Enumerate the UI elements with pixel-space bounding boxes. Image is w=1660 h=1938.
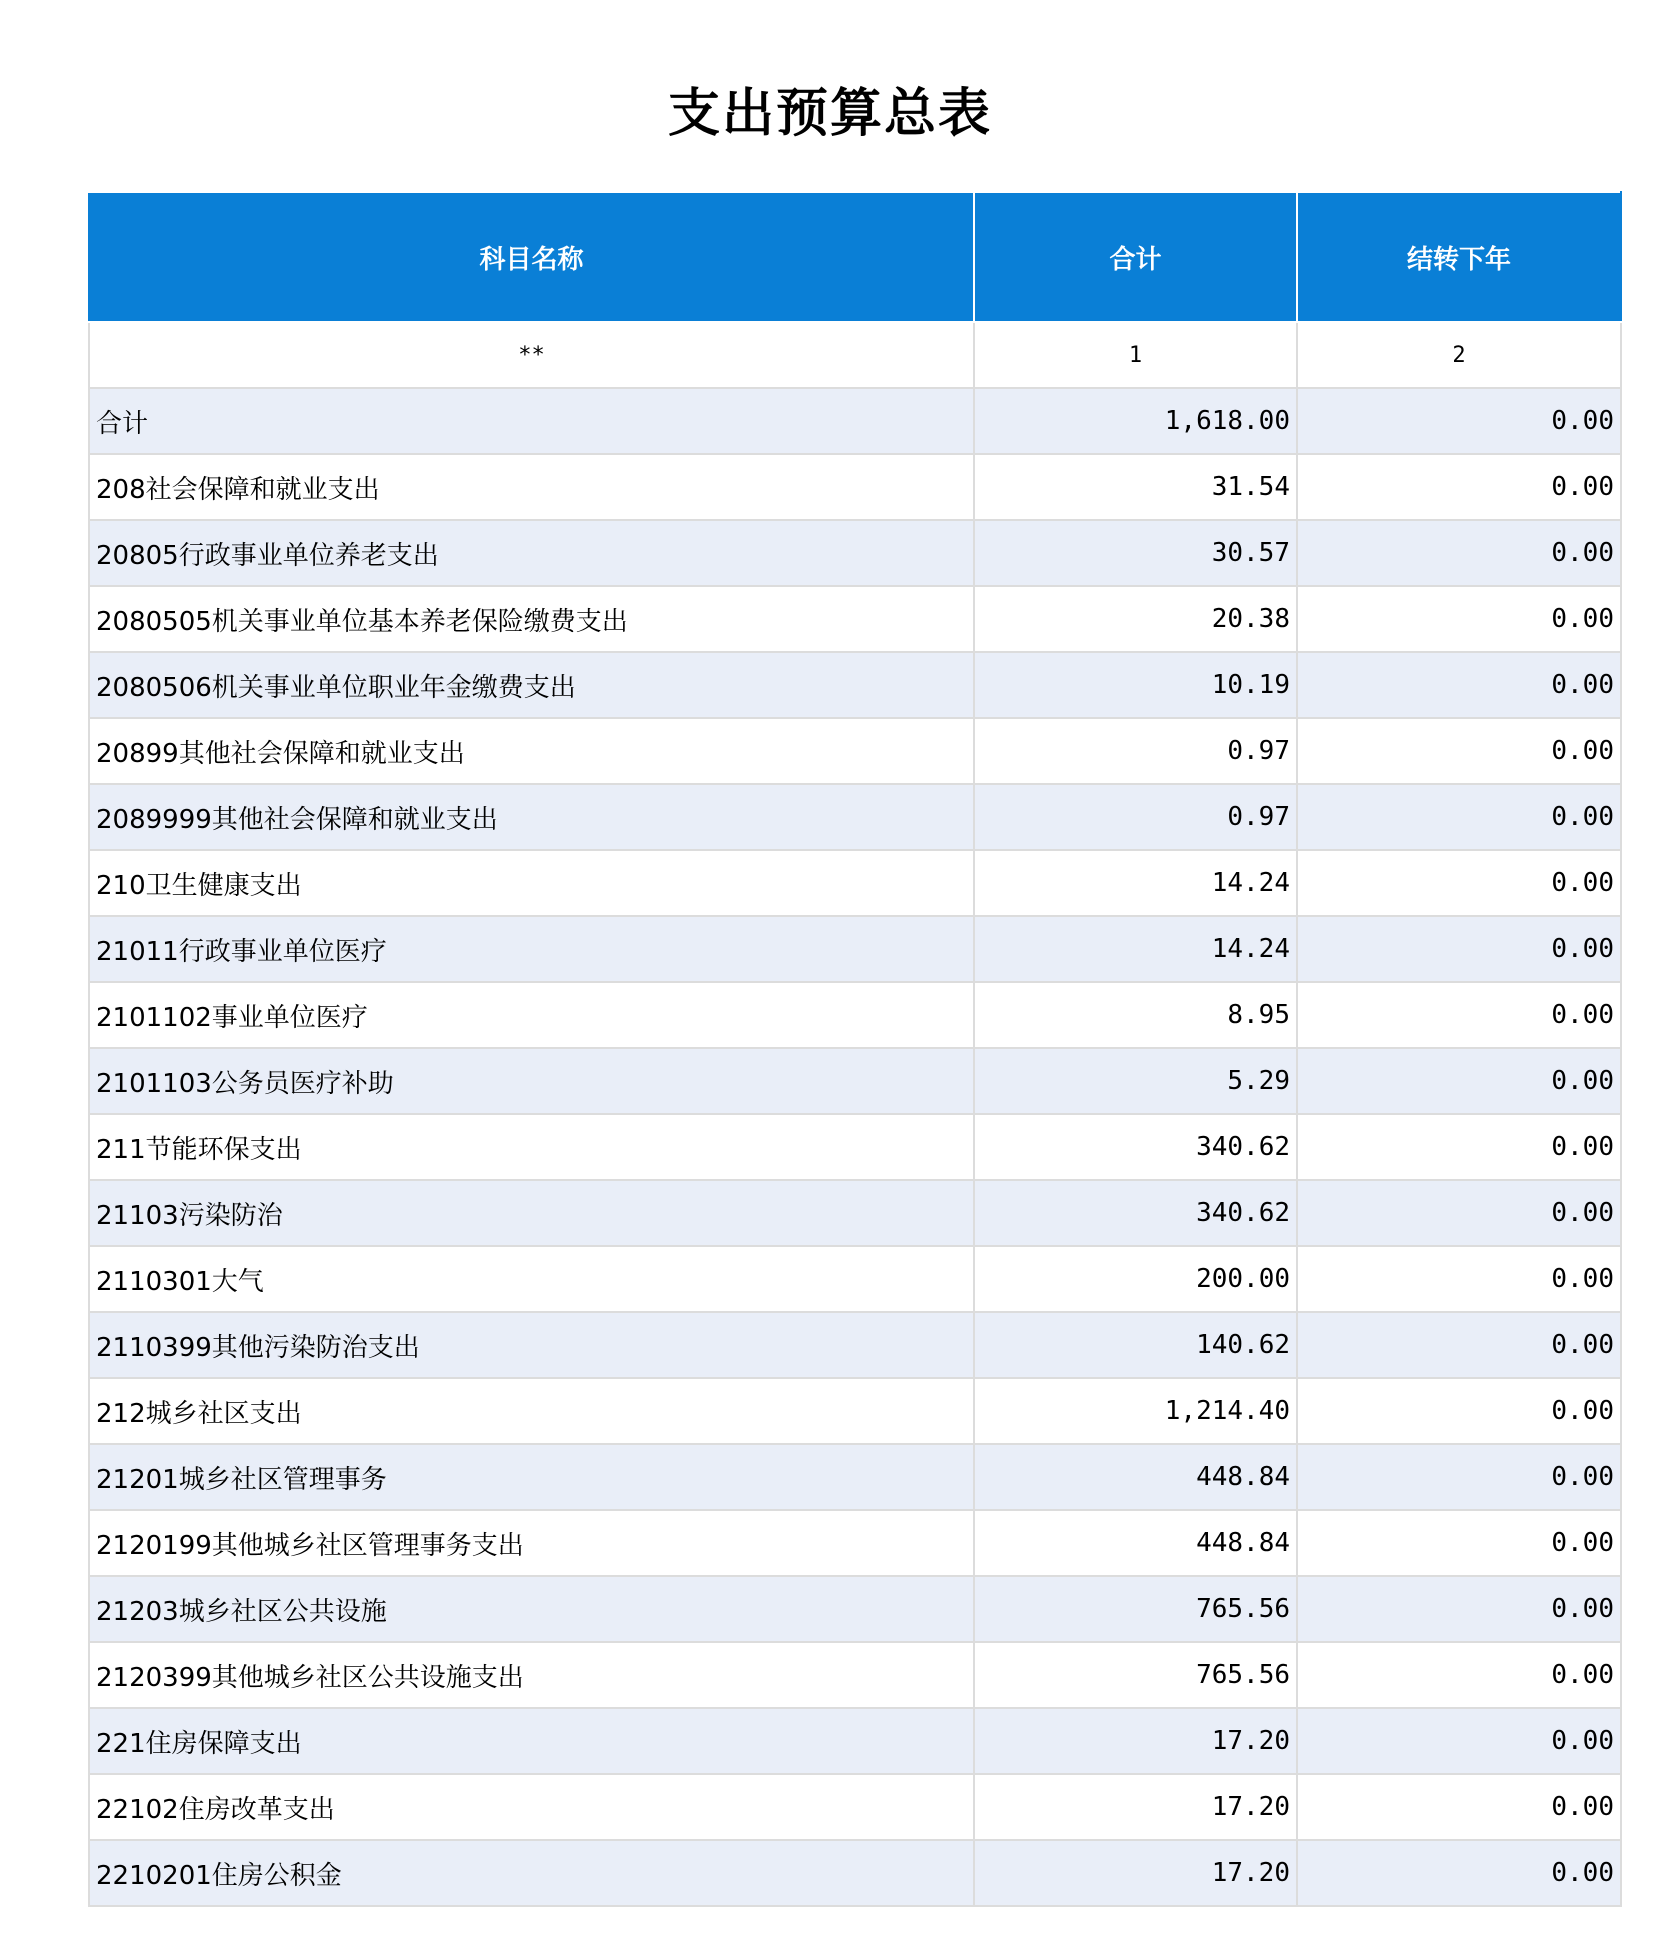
- total-cell: 10.19: [974, 652, 1297, 718]
- total-cell: 340.62: [974, 1180, 1297, 1246]
- table-row: [89, 1840, 1621, 1906]
- total-cell: 1,618.00: [974, 388, 1297, 454]
- carry-forward-cell: 0.00: [1297, 916, 1621, 982]
- subject-name-cell: 210卫生健康支出: [89, 850, 974, 916]
- subject-name-cell: 2120399其他城乡社区公共设施支出: [89, 1642, 974, 1708]
- subject-name-cell: 208社会保障和就业支出: [89, 454, 974, 520]
- budget-table: [88, 191, 1622, 1907]
- subject-name-cell: 2101102事业单位医疗: [89, 982, 974, 1048]
- table-row: [89, 850, 1621, 916]
- subject-name-cell: 212城乡社区支出: [89, 1378, 974, 1444]
- index-name: **: [89, 322, 974, 388]
- carry-forward-cell: 0.00: [1297, 454, 1621, 520]
- carry-forward-cell: 0.00: [1297, 1312, 1621, 1378]
- carry-forward-cell: 0.00: [1297, 1048, 1621, 1114]
- carry-forward-cell: 0.00: [1297, 1114, 1621, 1180]
- subject-name-cell: 22102住房改革支出: [89, 1774, 974, 1840]
- total-cell: 1,214.40: [974, 1378, 1297, 1444]
- index-total: 1: [974, 322, 1297, 388]
- table-row: [89, 1576, 1621, 1642]
- subject-name-cell: 2080506机关事业单位职业年金缴费支出: [89, 652, 974, 718]
- carry-forward-cell: 0.00: [1297, 1642, 1621, 1708]
- carry-forward-cell: 0.00: [1297, 1576, 1621, 1642]
- subject-name-cell: 21201城乡社区管理事务: [89, 1444, 974, 1510]
- carry-forward-cell: 0.00: [1297, 1180, 1621, 1246]
- total-cell: 17.20: [974, 1840, 1297, 1906]
- subject-name-cell: 20899其他社会保障和就业支出: [89, 718, 974, 784]
- total-cell: 31.54: [974, 454, 1297, 520]
- carry-forward-cell: 0.00: [1297, 1444, 1621, 1510]
- index-carry: 2: [1297, 322, 1621, 388]
- subject-name-cell: 21203城乡社区公共设施: [89, 1576, 974, 1642]
- table-row: [89, 916, 1621, 982]
- header-carry-forward: 结转下年: [1297, 192, 1621, 322]
- carry-forward-cell: 0.00: [1297, 982, 1621, 1048]
- subject-name-cell: 2101103公务员医疗补助: [89, 1048, 974, 1114]
- carry-forward-cell: 0.00: [1297, 784, 1621, 850]
- carry-forward-cell: 0.00: [1297, 1246, 1621, 1312]
- carry-forward-cell: 0.00: [1297, 850, 1621, 916]
- total-cell: 140.62: [974, 1312, 1297, 1378]
- page-title: 支出预算总表: [667, 83, 992, 144]
- table-row: [89, 1180, 1621, 1246]
- table-row: [89, 1378, 1621, 1444]
- carry-forward-cell: 0.00: [1297, 1840, 1621, 1906]
- table-row: [89, 1642, 1621, 1708]
- table-row: [89, 388, 1621, 454]
- carry-forward-cell: 0.00: [1297, 520, 1621, 586]
- table-row: [89, 652, 1621, 718]
- table-row: [89, 718, 1621, 784]
- carry-forward-cell: 0.00: [1297, 1378, 1621, 1444]
- table-row: [89, 520, 1621, 586]
- total-cell: 200.00: [974, 1246, 1297, 1312]
- total-cell: 5.29: [974, 1048, 1297, 1114]
- header-subject-name: 科目名称: [89, 192, 974, 322]
- total-cell: 17.20: [974, 1708, 1297, 1774]
- table-row: [89, 586, 1621, 652]
- carry-forward-cell: 0.00: [1297, 1774, 1621, 1840]
- table-row: [89, 1048, 1621, 1114]
- table-row: [89, 454, 1621, 520]
- subject-name-cell: 20805行政事业单位养老支出: [89, 520, 974, 586]
- total-cell: 765.56: [974, 1642, 1297, 1708]
- table-row: [89, 784, 1621, 850]
- total-cell: 30.57: [974, 520, 1297, 586]
- total-cell: 14.24: [974, 916, 1297, 982]
- total-cell: 0.97: [974, 718, 1297, 784]
- total-cell: 448.84: [974, 1510, 1297, 1576]
- subject-name-cell: 2110301大气: [89, 1246, 974, 1312]
- carry-forward-cell: 0.00: [1297, 1510, 1621, 1576]
- subject-name-cell: 2210201住房公积金: [89, 1840, 974, 1906]
- subject-name-cell: 211节能环保支出: [89, 1114, 974, 1180]
- total-cell: 765.56: [974, 1576, 1297, 1642]
- table-row: [89, 982, 1621, 1048]
- column-index-row: [89, 322, 1621, 388]
- table-row: [89, 1114, 1621, 1180]
- subject-name-cell: 2120199其他城乡社区管理事务支出: [89, 1510, 974, 1576]
- carry-forward-cell: 0.00: [1297, 586, 1621, 652]
- table-row: [89, 1774, 1621, 1840]
- subject-name-cell: 21103污染防治: [89, 1180, 974, 1246]
- table-row: [89, 1246, 1621, 1312]
- total-cell: 448.84: [974, 1444, 1297, 1510]
- total-cell: 20.38: [974, 586, 1297, 652]
- subject-name-cell: 221住房保障支出: [89, 1708, 974, 1774]
- total-cell: 8.95: [974, 982, 1297, 1048]
- table-row: [89, 1312, 1621, 1378]
- subject-name-cell: 2080505机关事业单位基本养老保险缴费支出: [89, 586, 974, 652]
- total-cell: 17.20: [974, 1774, 1297, 1840]
- subject-name-cell: 2110399其他污染防治支出: [89, 1312, 974, 1378]
- total-cell: 0.97: [974, 784, 1297, 850]
- total-cell: 340.62: [974, 1114, 1297, 1180]
- subject-name-cell: 合计: [89, 388, 974, 454]
- subject-name-cell: 21011行政事业单位医疗: [89, 916, 974, 982]
- subject-name-cell: 2089999其他社会保障和就业支出: [89, 784, 974, 850]
- carry-forward-cell: 0.00: [1297, 718, 1621, 784]
- carry-forward-cell: 0.00: [1297, 388, 1621, 454]
- table-row: [89, 1708, 1621, 1774]
- header-row: [89, 192, 1621, 322]
- table-row: [89, 1444, 1621, 1510]
- carry-forward-cell: 0.00: [1297, 652, 1621, 718]
- header-total: 合计: [974, 192, 1297, 322]
- total-cell: 14.24: [974, 850, 1297, 916]
- carry-forward-cell: 0.00: [1297, 1708, 1621, 1774]
- table-row: [89, 1510, 1621, 1576]
